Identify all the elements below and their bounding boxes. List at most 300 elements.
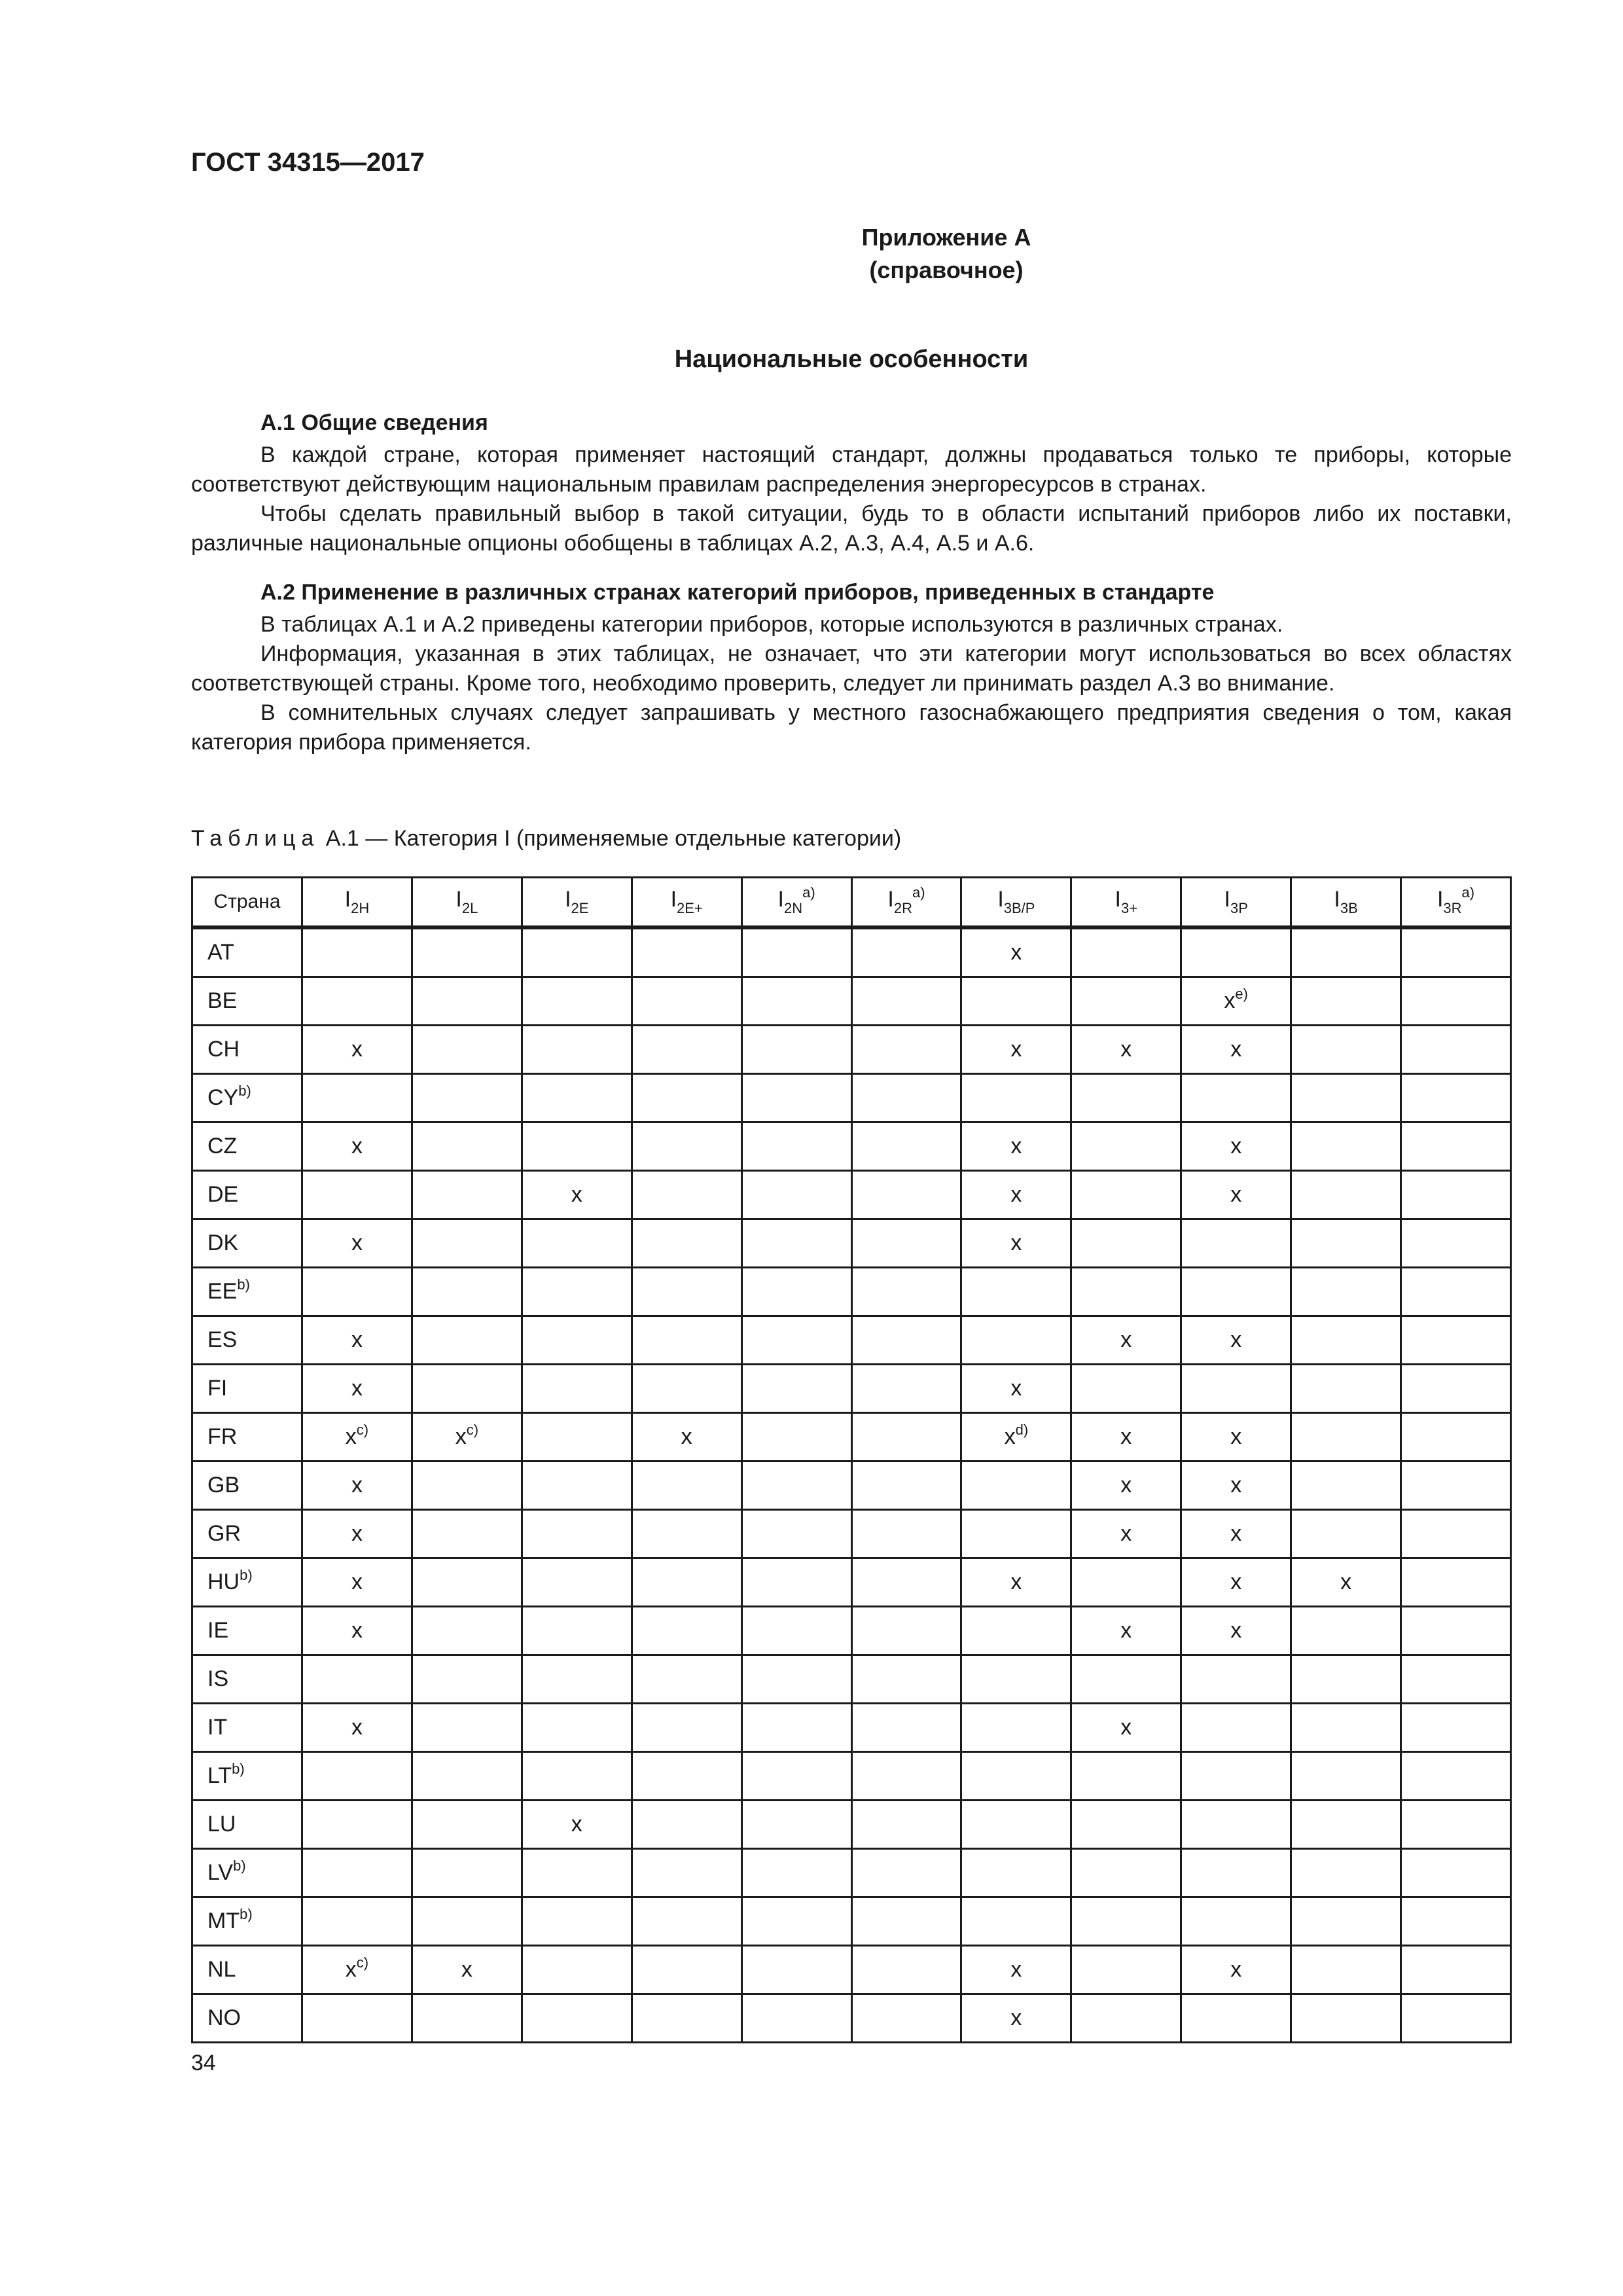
category-cell	[412, 1752, 522, 1801]
applicable-mark: x	[351, 1376, 363, 1401]
category-base: I	[455, 887, 462, 912]
country-code: CH	[207, 1037, 240, 1062]
category-cell	[961, 1268, 1071, 1316]
applicable-mark: x	[1224, 988, 1236, 1013]
category-cell	[961, 1413, 1071, 1462]
category-cell	[1401, 1462, 1511, 1510]
category-cell	[412, 1026, 522, 1074]
category-cell	[632, 1510, 741, 1558]
applicable-mark: x	[1230, 1618, 1242, 1643]
category-cell	[851, 1026, 961, 1074]
category-cell	[632, 1994, 741, 2043]
category-cell	[1181, 1219, 1291, 1268]
category-cell	[1291, 1510, 1401, 1558]
category-cell	[412, 1171, 522, 1219]
footnote-marker: a)	[912, 884, 925, 901]
category-cell	[302, 1946, 412, 1994]
category-cell	[1071, 1801, 1181, 1849]
category-cell	[851, 977, 961, 1026]
category-base: I	[1224, 887, 1230, 912]
category-column-header	[1291, 878, 1401, 928]
category-cell	[741, 1994, 851, 2043]
a1-heading: А.1 Общие сведения	[260, 410, 488, 435]
country-code: FR	[207, 1424, 238, 1449]
category-cell	[741, 1946, 851, 1994]
table-row	[192, 1171, 1511, 1219]
category-cell	[1291, 1655, 1401, 1704]
category-cell	[632, 1801, 741, 1849]
table-row	[192, 1994, 1511, 2043]
footnote-marker: c)	[356, 1954, 369, 1971]
category-cell	[302, 1122, 412, 1171]
country-code: CY	[207, 1085, 239, 1110]
country-cell	[192, 1897, 302, 1946]
applicable-mark: x	[1120, 1327, 1132, 1352]
country-code: NO	[207, 2005, 241, 2030]
category-cell	[1181, 1462, 1291, 1510]
category-cell	[632, 1171, 741, 1219]
category-cell	[1291, 1946, 1401, 1994]
category-cell	[851, 1122, 961, 1171]
category-cell	[412, 1122, 522, 1171]
a2-heading: А.2 Применение в различных странах категорий приборов, приведенных в стандарте	[260, 580, 1215, 605]
category-cell	[1181, 1946, 1291, 1994]
applicable-mark: x	[351, 1473, 363, 1498]
category-cell	[302, 1801, 412, 1849]
category-cell	[961, 1946, 1071, 1994]
category-cell	[1291, 1558, 1401, 1607]
category-cell	[302, 977, 412, 1026]
category-cell	[1181, 1413, 1291, 1462]
table-row	[192, 1849, 1511, 1897]
country-cell	[192, 1849, 302, 1897]
category-cell	[632, 1413, 741, 1462]
country-code: LV	[207, 1860, 234, 1885]
applicable-mark: x	[1010, 1037, 1022, 1062]
category-cell	[522, 927, 632, 977]
country-code: NL	[207, 1957, 236, 1982]
applicable-mark: x	[1230, 1327, 1242, 1352]
category-cell	[1401, 1219, 1511, 1268]
applicable-mark: x	[1230, 1424, 1242, 1449]
table-row	[192, 1365, 1511, 1413]
category-cell	[1071, 1704, 1181, 1752]
country-code: ES	[207, 1327, 238, 1352]
table-caption	[191, 826, 901, 852]
category-cell	[1181, 1510, 1291, 1558]
category-cell	[522, 1752, 632, 1801]
category-cell	[741, 1268, 851, 1316]
country-cell	[192, 1462, 302, 1510]
applicable-mark: x	[681, 1424, 692, 1449]
category-cell	[741, 1074, 851, 1122]
section-title: Национальные особенности	[674, 346, 1029, 373]
category-cell	[1071, 1026, 1181, 1074]
category-cell	[522, 1897, 632, 1946]
footnote-marker: b)	[238, 1083, 251, 1099]
category-cell	[412, 1316, 522, 1365]
category-cell	[1291, 1462, 1401, 1510]
table-row	[192, 1946, 1511, 1994]
category-cell	[1291, 1801, 1401, 1849]
category-cell	[1181, 1316, 1291, 1365]
category-cell	[851, 1801, 961, 1849]
applicable-mark: x	[345, 1957, 357, 1982]
category-cell	[632, 1316, 741, 1365]
category-cell	[1401, 1074, 1511, 1122]
category-cell	[1181, 1801, 1291, 1849]
country-code: LU	[207, 1812, 236, 1837]
category-cell	[412, 1268, 522, 1316]
table-row	[192, 1316, 1511, 1365]
category-cell	[741, 1849, 851, 1897]
category-cell	[741, 1462, 851, 1510]
country-code: DE	[207, 1182, 239, 1207]
table-row	[192, 1462, 1511, 1510]
category-cell	[1401, 1413, 1511, 1462]
category-cell	[302, 1365, 412, 1413]
category-cell	[1071, 1655, 1181, 1704]
category-cell	[961, 1704, 1071, 1752]
category-cell	[1071, 1558, 1181, 1607]
country-code: AT	[207, 940, 234, 965]
category-cell	[522, 1704, 632, 1752]
category-base: I	[1436, 887, 1444, 912]
country-code: MT	[207, 1909, 240, 1933]
applicable-mark: x	[461, 1957, 473, 1982]
category-cell	[522, 1994, 632, 2043]
category-cell	[632, 977, 741, 1026]
category-cell	[961, 1558, 1071, 1607]
category-cell	[412, 977, 522, 1026]
category-cell	[1071, 1849, 1181, 1897]
category-cell	[851, 1510, 961, 1558]
category-cell	[522, 1413, 632, 1462]
a1-paragraph-1: В каждой стране, которая применяет настоящий стандарт, должны продаваться только те приборы, которые соответствуют действующим национальным правилам распределения энергоресурсов в странах.	[191, 442, 1512, 497]
category-cell	[851, 1074, 961, 1122]
category-cell	[1291, 1752, 1401, 1801]
category-cell	[632, 1122, 741, 1171]
category-cell	[522, 1026, 632, 1074]
country-cell	[192, 1704, 302, 1752]
applicable-mark: x	[351, 1230, 363, 1255]
category-cell	[522, 1074, 632, 1122]
category-base: I	[997, 887, 1004, 912]
applicable-mark: x	[455, 1424, 467, 1449]
category-cell	[1401, 1704, 1511, 1752]
category-cell	[851, 1704, 961, 1752]
category-cell	[741, 1704, 851, 1752]
category-cell	[632, 1655, 741, 1704]
footnote-marker: b)	[240, 1567, 253, 1583]
category-cell	[961, 1219, 1071, 1268]
applicable-mark: x	[1120, 1521, 1132, 1546]
country-cell	[192, 1074, 302, 1122]
footnote-marker: a)	[802, 884, 815, 901]
applicable-mark: x	[1004, 1424, 1016, 1449]
applicable-mark: x	[1010, 1230, 1022, 1255]
category-cell	[1071, 1510, 1181, 1558]
category-base: I	[1115, 887, 1121, 912]
category-cell	[522, 1510, 632, 1558]
a2-paragraph-1: В таблицах А.1 и А.2 приведены категории приборов, которые используются в различных странах.	[260, 612, 1283, 637]
category-subscript: 3+	[1120, 900, 1138, 916]
country-code: GR	[207, 1521, 241, 1546]
country-cell	[192, 1171, 302, 1219]
category-cell	[632, 1219, 741, 1268]
category-cell	[1401, 1607, 1511, 1655]
category-cell	[741, 977, 851, 1026]
category-cell	[961, 1897, 1071, 1946]
applicable-mark: x	[351, 1618, 363, 1643]
category-cell	[741, 1801, 851, 1849]
category-cell	[412, 1558, 522, 1607]
category-cell	[302, 1704, 412, 1752]
category-cell	[302, 1558, 412, 1607]
category-cell	[851, 1462, 961, 1510]
table-row	[192, 1897, 1511, 1946]
category-cell	[961, 1122, 1071, 1171]
applicable-mark: x	[571, 1812, 582, 1837]
category-cell	[741, 1413, 851, 1462]
category-cell	[1181, 1607, 1291, 1655]
category-subscript: 3B	[1340, 900, 1358, 916]
category-cell	[1401, 1655, 1511, 1704]
category-cell	[851, 1655, 961, 1704]
category-cell	[632, 1607, 741, 1655]
category-cell	[1291, 1268, 1401, 1316]
category-cell	[851, 1268, 961, 1316]
category-cell	[302, 1849, 412, 1897]
category-cell	[302, 1607, 412, 1655]
category-cell	[1291, 927, 1401, 977]
applicable-mark: x	[1010, 1570, 1022, 1594]
category-cell	[741, 1219, 851, 1268]
appendix-title: Приложение А	[861, 224, 1031, 251]
category-cell	[1071, 1897, 1181, 1946]
category-cell	[1401, 927, 1511, 977]
category-cell	[1071, 927, 1181, 977]
category-cell	[1401, 1026, 1511, 1074]
category-cell	[961, 1994, 1071, 2043]
category-subscript: 2E	[571, 900, 589, 916]
category-cell	[412, 1219, 522, 1268]
table-row	[192, 927, 1511, 977]
category-cell	[1181, 1268, 1291, 1316]
category-subscript: 3B/P	[1003, 900, 1035, 916]
category-cell	[1291, 1849, 1401, 1897]
applicable-mark: x	[351, 1327, 363, 1352]
country-cell	[192, 1316, 302, 1365]
country-cell	[192, 1558, 302, 1607]
category-cell	[1181, 1994, 1291, 2043]
category-cell	[632, 1074, 741, 1122]
category-cell	[302, 1510, 412, 1558]
category-cell	[1181, 1752, 1291, 1801]
footnote-marker: a)	[1461, 884, 1475, 901]
table-body	[192, 927, 1511, 2043]
country-cell	[192, 1219, 302, 1268]
category-cell	[961, 1365, 1071, 1413]
category-cell	[1181, 1704, 1291, 1752]
category-cell	[522, 1316, 632, 1365]
category-cell	[1401, 1316, 1511, 1365]
category-cell	[1181, 1122, 1291, 1171]
applicable-mark: x	[351, 1134, 363, 1158]
category-cell	[1071, 1413, 1181, 1462]
category-cell	[1181, 1026, 1291, 1074]
footnote-marker: b)	[233, 1857, 246, 1874]
category-cell	[522, 1946, 632, 1994]
applicable-mark: x	[1010, 1182, 1022, 1207]
category-cell	[632, 1268, 741, 1316]
category-cell	[851, 1316, 961, 1365]
category-cell	[851, 1607, 961, 1655]
category-column-header	[522, 878, 632, 928]
country-code: HU	[207, 1570, 240, 1594]
category-cell	[1181, 1897, 1291, 1946]
category-cell	[961, 1026, 1071, 1074]
category-cell	[522, 1171, 632, 1219]
category-base: I	[565, 887, 571, 912]
category-cell	[1401, 1849, 1511, 1897]
category-cell	[1291, 1365, 1401, 1413]
category-cell	[1401, 1365, 1511, 1413]
category-cell	[741, 927, 851, 977]
a1-paragraph-2: Чтобы сделать правильный выбор в такой ситуации, будь то в области испытаний приборов либо их поставки, различные национальные опционы обобщены в таблицах А.2, А.3, А.4, А.5 и А.6.	[191, 501, 1512, 556]
table-row	[192, 1026, 1511, 1074]
category-cell	[302, 1462, 412, 1510]
table-row	[192, 1122, 1511, 1171]
category-subscript: 2R	[893, 900, 912, 916]
table-row	[192, 1510, 1511, 1558]
category-cell	[1181, 977, 1291, 1026]
category-cell	[1291, 1413, 1401, 1462]
category-cell	[522, 1268, 632, 1316]
country-code: GB	[207, 1473, 240, 1498]
category-cell	[1401, 1510, 1511, 1558]
category-cell	[1071, 977, 1181, 1026]
category-column-header	[1401, 878, 1511, 928]
category-cell	[1401, 1946, 1511, 1994]
category-cell	[961, 1655, 1071, 1704]
country-code: LT	[207, 1763, 232, 1788]
category-cell	[412, 1413, 522, 1462]
category-cell	[522, 977, 632, 1026]
category-cell	[1181, 1558, 1291, 1607]
category-column-header	[412, 878, 522, 928]
category-base: I	[670, 887, 677, 912]
category-cell	[741, 1171, 851, 1219]
category-cell	[1401, 1752, 1511, 1801]
category-cell	[632, 1752, 741, 1801]
category-cell	[1401, 1171, 1511, 1219]
applicable-mark: x	[571, 1182, 582, 1207]
applicable-mark: x	[1010, 1957, 1022, 1982]
country-cell	[192, 1801, 302, 1849]
category-base: I	[777, 887, 784, 912]
country-code: CZ	[207, 1134, 238, 1158]
category-cell	[1291, 1994, 1401, 2043]
category-cell	[632, 1026, 741, 1074]
category-cell	[1291, 1607, 1401, 1655]
country-code: FI	[207, 1376, 228, 1401]
category-cell	[1291, 1122, 1401, 1171]
category-cell	[851, 927, 961, 977]
a2-paragraph-3: В сомнительных случаях следует запрашивать у местного газоснабжающего предприятия сведения о том, какая категория прибора применяется.	[191, 700, 1512, 755]
footnote-marker: b)	[240, 1906, 253, 1922]
applicable-mark: x	[1340, 1570, 1352, 1594]
category-cell	[851, 1558, 961, 1607]
category-cell	[412, 1704, 522, 1752]
category-cell	[741, 1752, 851, 1801]
category-cell	[412, 1607, 522, 1655]
table-caption-text: А.1 — Категория I (применяемые отдельные категории)	[325, 826, 902, 851]
category-cell	[1071, 1994, 1181, 2043]
category-cell	[412, 1655, 522, 1704]
country-code: IT	[207, 1715, 228, 1740]
category-cell	[632, 1704, 741, 1752]
category-cell	[412, 1994, 522, 2043]
table-row	[192, 1219, 1511, 1268]
category-cell	[302, 1171, 412, 1219]
country-code: IE	[207, 1618, 229, 1643]
category-cell	[632, 1462, 741, 1510]
applicable-mark: x	[1120, 1618, 1132, 1643]
category-cell	[961, 1607, 1071, 1655]
category-cell	[412, 1849, 522, 1897]
country-code: EE	[207, 1279, 238, 1304]
category-cell	[522, 1801, 632, 1849]
applicable-mark: x	[345, 1424, 357, 1449]
category-cell	[851, 1946, 961, 1994]
category-subscript: 2L	[461, 900, 478, 916]
category-cell	[412, 1897, 522, 1946]
category-cell	[522, 1122, 632, 1171]
page-number: 34	[191, 2051, 216, 2075]
applicable-mark: x	[1120, 1473, 1132, 1498]
category-cell	[632, 1849, 741, 1897]
country-cell	[192, 1655, 302, 1704]
applicable-mark: x	[1230, 1037, 1242, 1062]
category-cell	[1181, 1365, 1291, 1413]
category-cell	[302, 927, 412, 977]
category-cell	[741, 1510, 851, 1558]
category-cell	[632, 1897, 741, 1946]
category-cell	[1181, 1074, 1291, 1122]
category-cell	[851, 1752, 961, 1801]
category-column-header	[961, 878, 1071, 928]
applicable-mark: x	[351, 1715, 363, 1740]
appendix-type: (справочное)	[869, 257, 1024, 283]
category-cell	[522, 1849, 632, 1897]
category-cell	[1071, 1607, 1181, 1655]
category-cell	[1181, 1655, 1291, 1704]
category-cell	[522, 1558, 632, 1607]
category-cell	[522, 1655, 632, 1704]
category-cell	[302, 1268, 412, 1316]
category-cell	[1291, 1074, 1401, 1122]
category-cell	[1181, 927, 1291, 977]
table-row	[192, 1268, 1511, 1316]
category-subscript: 3R	[1443, 900, 1462, 916]
applicable-mark: x	[1010, 1134, 1022, 1158]
category-cell	[302, 1026, 412, 1074]
category-subscript: 2E+	[677, 900, 703, 916]
country-column-header: Страна	[192, 878, 302, 928]
category-cell	[1071, 1268, 1181, 1316]
category-cell	[961, 1510, 1071, 1558]
